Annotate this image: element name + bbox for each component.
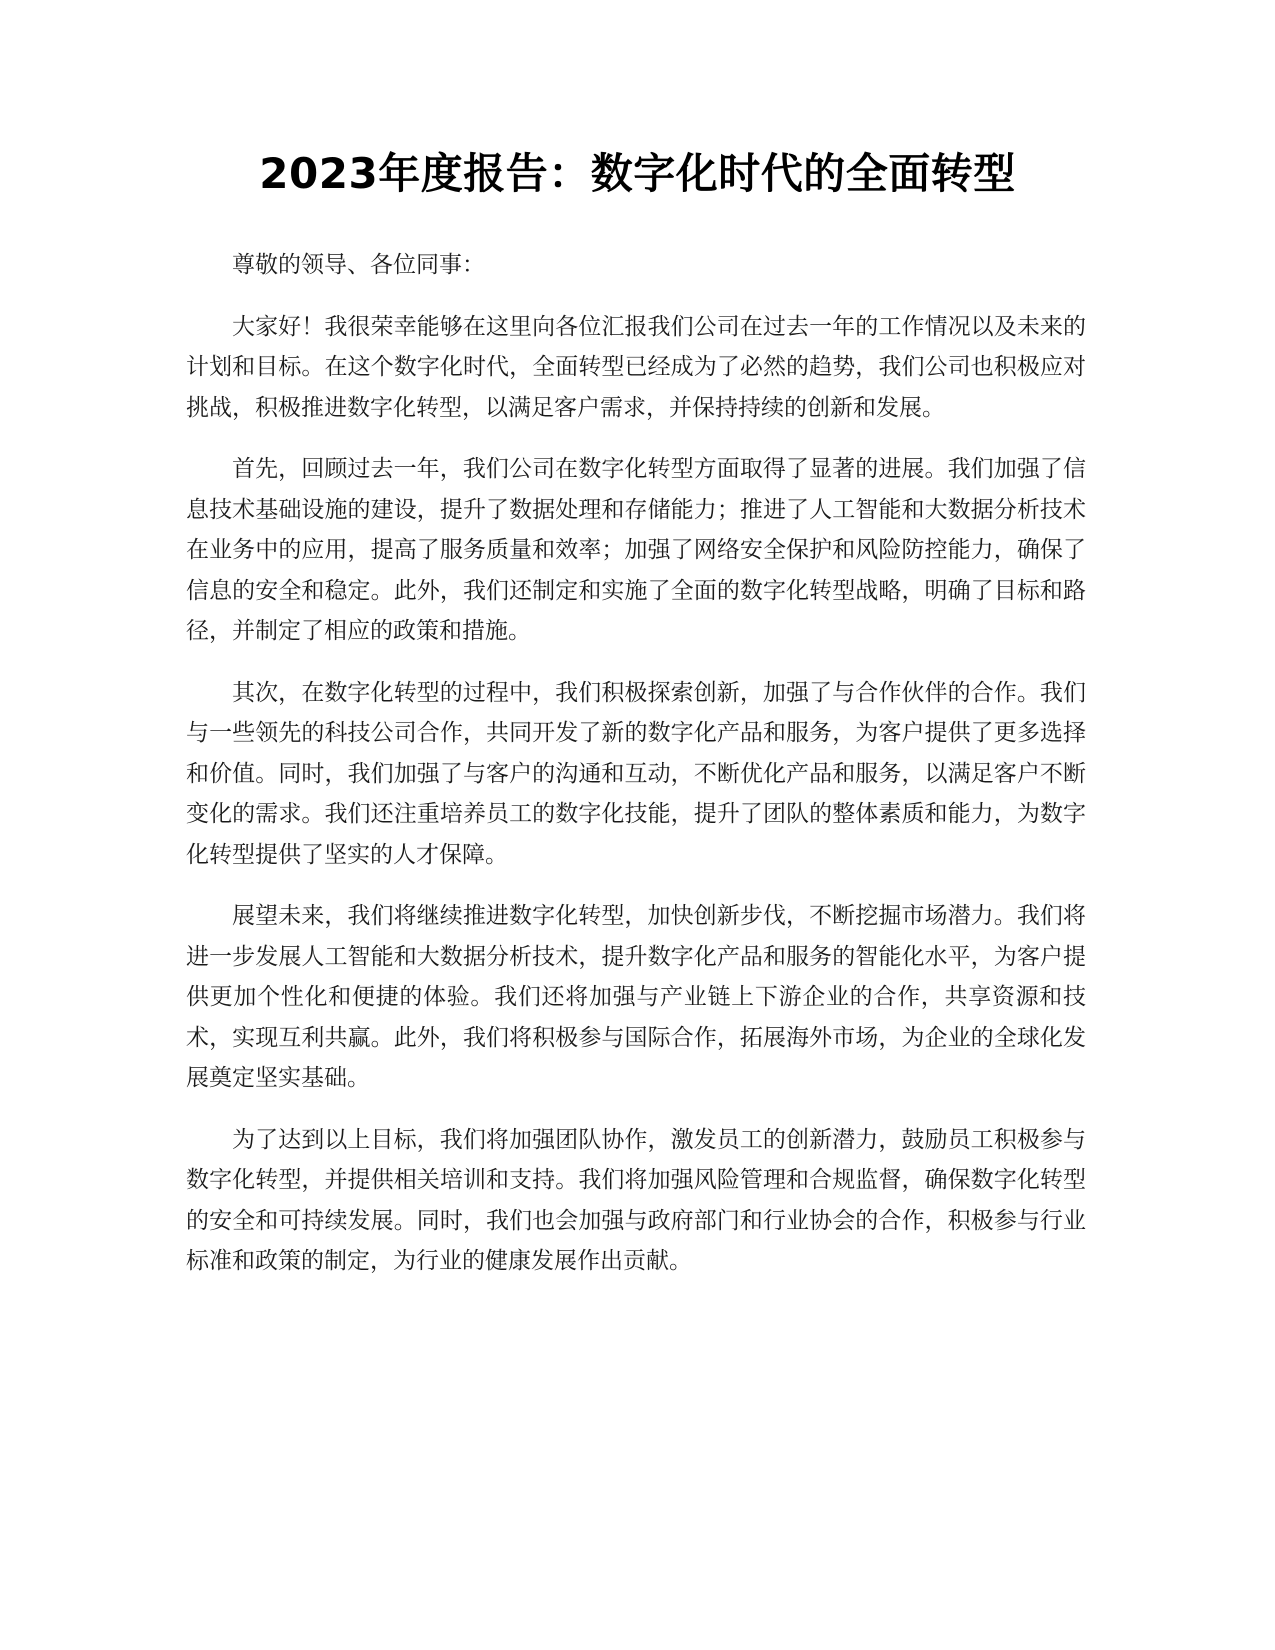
body-paragraph: 大家好！我很荣幸能够在这里向各位汇报我们公司在过去一年的工作情况以及未来的计划和目标。在这个数字化时代，全面转型已经成为了必然的趋势，我们公司也积极应对挑战，积极推进数字化转型，以满足客户需求，并保持持续的创新和发展。: [186, 313, 1086, 421]
body-paragraph: 首先，回顾过去一年，我们公司在数字化转型方面取得了显著的进展。我们加强了信息技术基础设施的建设，提升了数据处理和存储能力；推进了人工智能和大数据分析技术在业务中的应用，提高了服务质量和效率；加强了网络安全保护和风险防控能力，确保了信息的安全和稳定。此外，我们还制定和实施了全面的数字化转型战略，明确了目标和路径，并制定了相应的政策和措施。: [186, 456, 1086, 644]
document-title: 2023年度报告：数字化时代的全面转型: [259, 149, 1016, 198]
salutation-paragraph: 尊敬的领导、各位同事：: [232, 252, 485, 278]
body-paragraph: 展望未来，我们将继续推进数字化转型，加快创新步伐，不断挖掘市场潜力。我们将进一步发展人工智能和大数据分析技术，提升数字化产品和服务的智能化水平，为客户提供更加个性化和便捷的体验。我们还将加强与产业链上下游企业的合作，共享资源和技术，实现互利共赢。此外，我们将积极参与国际合作，拓展海外市场，为企业的全球化发展奠定坚实基础。: [186, 903, 1086, 1091]
body-paragraph: 为了达到以上目标，我们将加强团队协作，激发员工的创新潜力，鼓励员工积极参与数字化转型，并提供相关培训和支持。我们将加强风险管理和合规监督，确保数字化转型的安全和可持续发展。同时，我们也会加强与政府部门和行业协会的合作，积极参与行业标准和政策的制定，为行业的健康发展作出贡献。: [186, 1126, 1086, 1274]
body-paragraph: 其次，在数字化转型的过程中，我们积极探索创新，加强了与合作伙伴的合作。我们与一些领先的科技公司合作，共同开发了新的数字化产品和服务，为客户提供了更多选择和价值。同时，我们加强了与客户的沟通和互动，不断优化产品和服务，以满足客户不断变化的需求。我们还注重培养员工的数字化技能，提升了团队的整体素质和能力，为数字化转型提供了坚实的人才保障。: [186, 679, 1086, 868]
document-body: [186, 245, 1086, 1303]
